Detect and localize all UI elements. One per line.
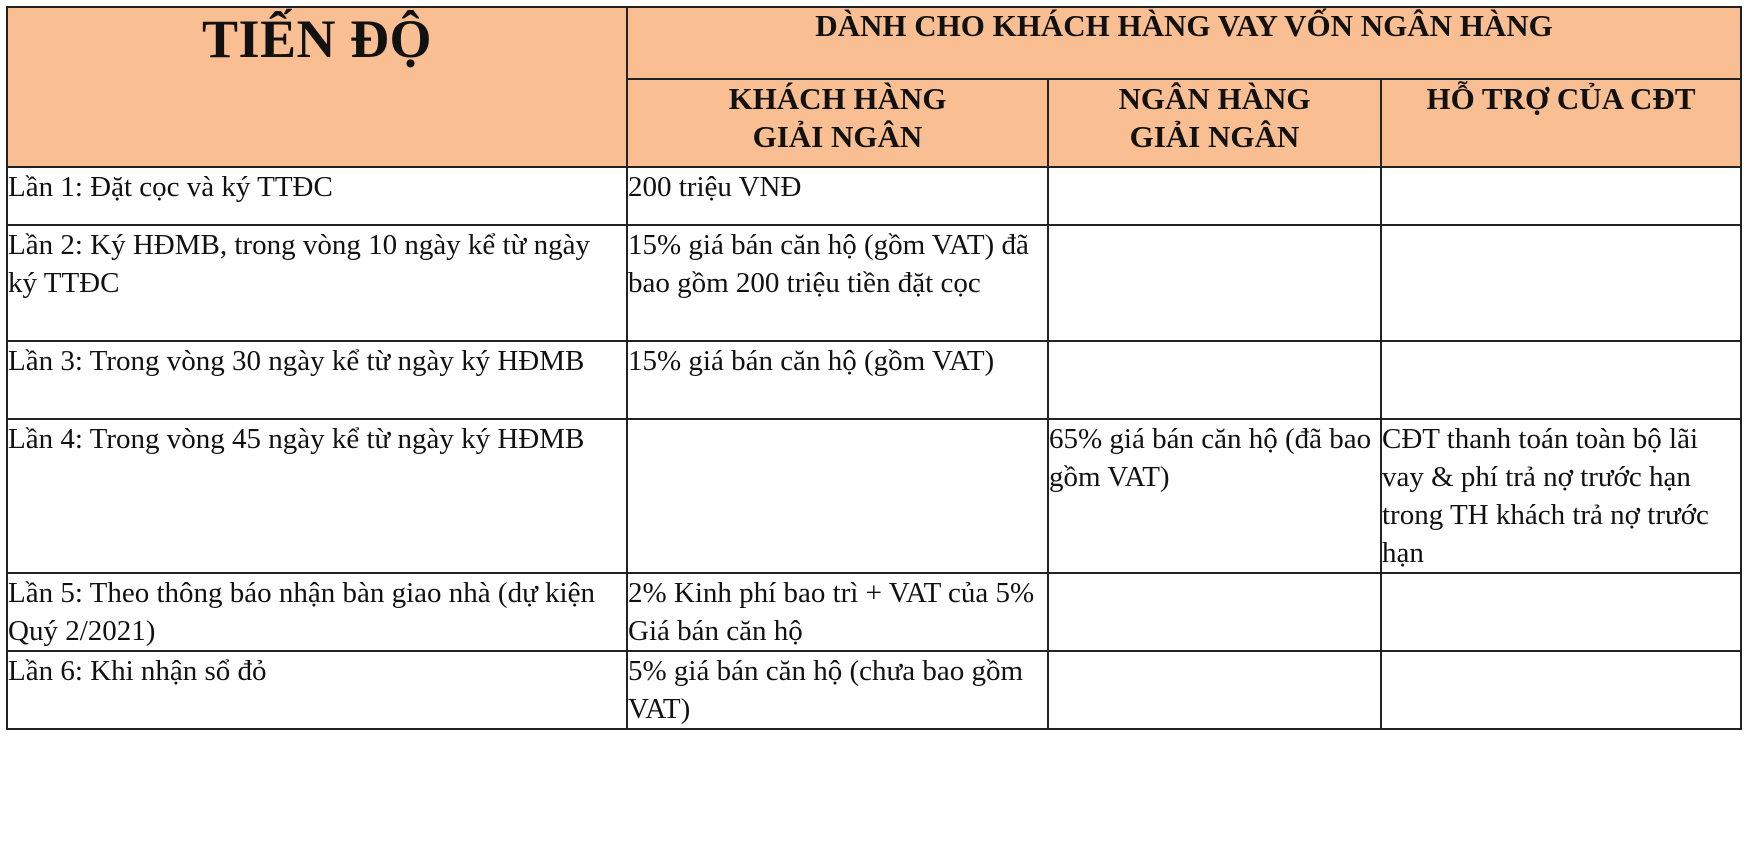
stage-cell: Lần 3: Trong vòng 30 ngày kể từ ngày ký HĐMB <box>7 341 627 419</box>
support-cell <box>1381 225 1741 341</box>
support-cell <box>1381 341 1741 419</box>
customer-cell: 2% Kinh phí bao trì + VAT của 5% Giá bán căn hộ <box>627 573 1048 651</box>
header-customer-line2: GIẢI NGÂN <box>752 119 923 154</box>
header-developer-support: HỖ TRỢ CỦA CĐT <box>1381 79 1741 167</box>
table-row <box>7 573 1741 651</box>
table-row <box>7 341 1741 419</box>
bank-cell <box>1048 225 1381 341</box>
bank-cell <box>1048 651 1381 729</box>
customer-cell: 200 triệu VNĐ <box>627 167 1048 225</box>
stage-cell: Lần 5: Theo thông báo nhận bàn giao nhà (dự kiện Quý 2/2021) <box>7 573 627 651</box>
header-customer-line1: KHÁCH HÀNG <box>728 81 947 116</box>
customer-cell <box>627 419 1048 573</box>
stage-cell: Lần 6: Khi nhận sổ đỏ <box>7 651 627 729</box>
stage-cell: Lần 2: Ký HĐMB, trong vòng 10 ngày kể từ ngày ký TTĐC <box>7 225 627 341</box>
header-title: TIẾN ĐỘ <box>7 7 627 167</box>
header-bank-line2: GIẢI NGÂN <box>1129 119 1300 154</box>
stage-cell: Lần 4: Trong vòng 45 ngày kể từ ngày ký HĐMB <box>7 419 627 573</box>
header-bank-line1: NGÂN HÀNG <box>1118 81 1311 116</box>
header-row-top <box>7 7 1741 79</box>
bank-cell <box>1048 167 1381 225</box>
table-row <box>7 167 1741 225</box>
support-cell <box>1381 167 1741 225</box>
table-header <box>7 7 1741 167</box>
table-row <box>7 651 1741 729</box>
table-row <box>7 419 1741 573</box>
customer-cell: 5% giá bán căn hộ (chưa bao gồm VAT) <box>627 651 1048 729</box>
header-group-bank-loan: DÀNH CHO KHÁCH HÀNG VAY VỐN NGÂN HÀNG <box>627 7 1741 79</box>
support-cell <box>1381 651 1741 729</box>
header-customer-disbursement <box>627 79 1048 167</box>
stage-cell: Lần 1: Đặt cọc và ký TTĐC <box>7 167 627 225</box>
header-bank-disbursement <box>1048 79 1381 167</box>
support-cell <box>1381 573 1741 651</box>
table-body <box>7 167 1741 729</box>
customer-cell: 15% giá bán căn hộ (gồm VAT) đã bao gồm 200 triệu tiền đặt cọc <box>627 225 1048 341</box>
customer-cell: 15% giá bán căn hộ (gồm VAT) <box>627 341 1048 419</box>
bank-cell: 65% giá bán căn hộ (đã bao gồm VAT) <box>1048 419 1381 573</box>
payment-schedule-table <box>6 6 1742 730</box>
support-cell: CĐT thanh toán toàn bộ lãi vay & phí trả nợ trước hạn trong TH khách trả nợ trước hạn <box>1381 419 1741 573</box>
table-row <box>7 225 1741 341</box>
bank-cell <box>1048 341 1381 419</box>
bank-cell <box>1048 573 1381 651</box>
